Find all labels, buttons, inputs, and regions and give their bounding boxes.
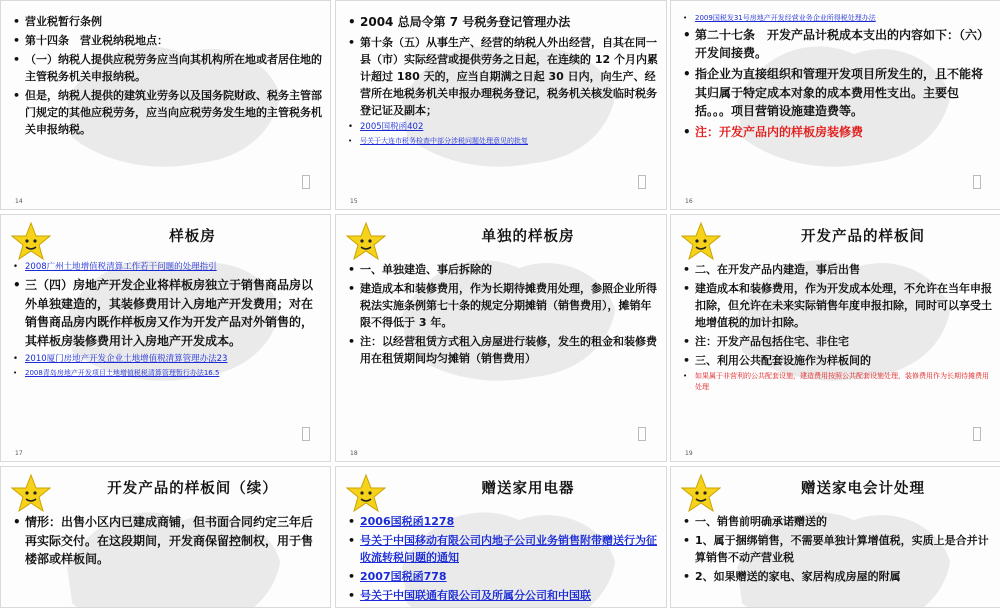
- scroll-handle[interactable]: [638, 427, 646, 441]
- slide-21-link-0[interactable]: • 2006国税函1278: [348, 513, 658, 530]
- slide-21[interactable]: [335, 466, 667, 608]
- slide-22-item-2: • 2、如果赠送的家电、家居构成房屋的附属: [683, 568, 993, 585]
- star-icon: [11, 221, 51, 261]
- slide-title: 开发产品的样板间: [801, 229, 925, 245]
- scroll-handle[interactable]: [638, 175, 646, 189]
- slide-19[interactable]: [670, 214, 1000, 462]
- slide-17-item-1: • 三（四）房地产开发企业将样板房独立于销售商品房以外单独建造的，其装修费用计入房地产开发费用；对在销售商品房内既作样板房又作为开发产品对外销售的，其样板房装修费用计入房地产开发成本。: [13, 276, 322, 350]
- slide-18[interactable]: [335, 214, 667, 462]
- star-icon: [681, 221, 721, 261]
- slide-21-link-2[interactable]: • 2007国税函778: [348, 568, 658, 585]
- slide-15[interactable]: [335, 0, 667, 210]
- slide-18-item-1: • 建造成本和装修费用，作为长期待摊费用处理，参照企业所得税法实施条例第七十条的规定分期摊销（销售费用），摊销年限不得低于 3 年。: [348, 280, 658, 331]
- slide-15-link-1[interactable]: • 号关于大连市税务检查中部分涉税问题处理意见的批复: [348, 136, 658, 147]
- slide-19-item-2: • 注：开发产品包括住宅、非住宅: [683, 333, 993, 350]
- slide-number: 16: [685, 198, 693, 205]
- slide-title: 单独的样板房: [481, 229, 575, 245]
- slide-number: 14: [15, 198, 23, 205]
- slide-17[interactable]: [0, 214, 331, 462]
- slide-20[interactable]: [0, 466, 331, 608]
- scroll-handle[interactable]: [973, 175, 981, 189]
- slide-19-item-1: • 建造成本和装修费用，作为开发成本处理，不允许在当年申报扣除，但允许在未来实际销售年度申报扣除，同时可以享受土地增值税的加计扣除。: [683, 280, 993, 331]
- slide-16[interactable]: [670, 0, 1000, 210]
- star-icon: [346, 473, 386, 513]
- slide-17-link-2[interactable]: • 2010厦门房地产开发企业土地增值税清算管理办法23: [13, 353, 322, 366]
- slide-21-link-1[interactable]: • 号关于中国移动有限公司内地子公司业务销售附带赠送行为征收流转税问题的通知: [348, 532, 658, 566]
- slide-14-item-3: • 但是，纳税人提供的建筑业劳务以及国务院财政、税务主管部门规定的其他应税劳务，应当向应税劳务发生地的主管税务机关申报纳税。: [13, 87, 322, 138]
- scroll-handle[interactable]: [973, 427, 981, 441]
- slide-15-link-0[interactable]: • 2005国税函402: [348, 121, 658, 134]
- slide-title: 开发产品的样板间（续）: [107, 481, 278, 497]
- slide-title: 赠送家电会计处理: [801, 481, 925, 497]
- slide-18-item-0: • 一、单独建造、事后拆除的: [348, 261, 658, 278]
- slide-number: 18: [350, 450, 358, 457]
- slide-19-item-4: • 如果属于非营利的公共配套设施，建造费用按照公共配套设施处理，装修费用作为长期待摊费用处理: [683, 371, 993, 393]
- slide-16-item-2: • 指企业为直接组织和管理开发项目所发生的，且不能将其归属于特定成本对象的成本费用性支出。主要包括。。。项目营销设施建造费等。: [683, 65, 993, 121]
- slide-number: 15: [350, 198, 358, 205]
- slide-17-link-3[interactable]: • 2008青岛房地产开发项目土地增值税税清算管理暂行办法16.5: [13, 368, 322, 379]
- slide-15-item-0: • 2004 总局令第 7 号税务登记管理办法: [348, 13, 658, 32]
- slide-19-item-0: • 二、在开发产品内建造，事后出售: [683, 261, 993, 278]
- slide-14-item-1: • 第十四条 营业税纳税地点：: [13, 32, 322, 49]
- slide-22-item-1: • 1、属于捆绑销售，不需要单独计算增值税，实质上是合并计算销售不动产营业税: [683, 532, 993, 566]
- slide-18-item-2: • 注：以经营租赁方式租入房屋进行装修，发生的租金和装修费用在租赁期间均匀摊销（销售费用）: [348, 333, 658, 367]
- scroll-handle[interactable]: [302, 175, 310, 189]
- slide-19-item-3: • 三、利用公共配套设施作为样板间的: [683, 352, 993, 369]
- slide-16-item-3: • 注：开发产品内的样板房装修费: [683, 123, 993, 142]
- slide-14-item-0: • 营业税暂行条例: [13, 13, 322, 30]
- slide-14-item-2: • （一）纳税人提供应税劳务应当向其机构所在地或者居住地的主管税务机关申报纳税。: [13, 51, 322, 85]
- slide-title: 赠送家用电器: [481, 481, 575, 497]
- slide-22[interactable]: [670, 466, 1000, 608]
- slide-14[interactable]: [0, 0, 331, 210]
- slide-21-link-3[interactable]: • 号关于中国联通有限公司及所属分公司和中国联: [348, 587, 658, 604]
- star-icon: [11, 473, 51, 513]
- slide-number: 17: [15, 450, 23, 457]
- slide-16-link-0[interactable]: • 2009国税发31号房地产开发经营业务企业所得税处理办法: [683, 13, 993, 24]
- slide-22-item-0: • 一、销售前明确承诺赠送的: [683, 513, 993, 530]
- slide-20-item-0: • 情形：出售小区内已建成商铺，但书面合同约定三年后再实际交付。在这段期间，开发商保留控制权，用于售楼部或样板间。: [13, 513, 322, 569]
- slide-16-item-1: • 第二十七条 开发产品计税成本支出的内容如下：（六）开发间接费。: [683, 26, 993, 63]
- slide-number: 19: [685, 450, 693, 457]
- star-icon: [681, 473, 721, 513]
- scroll-handle[interactable]: [302, 427, 310, 441]
- star-icon: [346, 221, 386, 261]
- slide-15-item-1: • 第十条（五）从事生产、经营的纳税人外出经营，自其在同一县（市）实际经营或提供劳务之日起，在连续的 12 个月内累计超过 180 天的，应当自期满之日起 30 日内，向生产、经营所在地税务机关申报办理税务登记，税务机关核发临时税务登记证及副本；: [348, 34, 658, 119]
- slide-title: 样板房: [169, 229, 216, 245]
- slide-17-link-0[interactable]: • 2008广州土地增值税清算工作若干问题的处理指引: [13, 261, 322, 274]
